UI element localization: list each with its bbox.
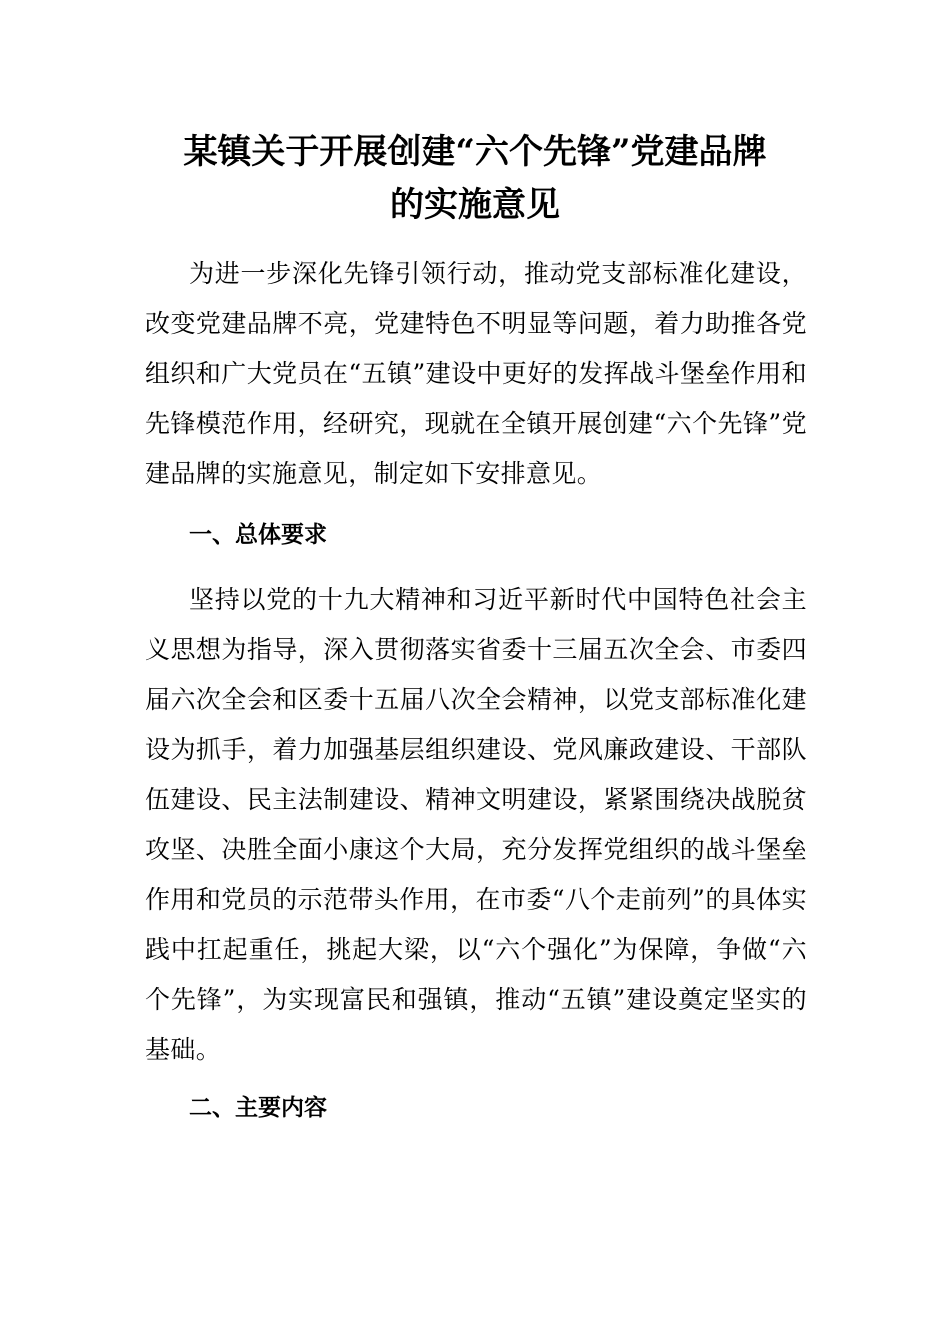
intro-paragraph: 为进一步深化先锋引领行动，推动党支部标准化建设，改变党建品牌不亮，党建特色不明显等问题，着力助推各党组织和广大党员在“五镇”建设中更好的发挥战斗堡垒作用和先锋模范作用，经研究，现就在全镇开展创建“六个先锋”党建品牌的实施意见，制定如下安排意见。 (145, 259, 807, 488)
document-title-line-1: 某镇关于开展创建“六个先锋”党建品牌 (183, 132, 767, 172)
document-title-line-2: 的实施意见 (390, 185, 560, 225)
section-heading-overall-requirements: 一、总体要求 (189, 522, 327, 548)
section-heading-main-content: 二、主要内容 (189, 1095, 327, 1121)
section-overall-requirements-paragraph: 坚持以党的十九大精神和习近平新时代中国特色社会主义思想为指导，深入贯彻落实省委十三届五次全会、市委四届六次全会和区委十五届八次全会精神，以党支部标准化建设为抓手，着力加强基层组织建设、党风廉政建设、干部队伍建设、民主法制建设、精神文明建设，紧紧围绕决战脱贫攻坚、决胜全面小康这个大局，充分发挥党组织的战斗堡垒作用和党员的示范带头作用，在市委“八个走前列”的具体实践中扛起重任，挑起大梁，以“六个强化”为保障，争做“六个先锋”，为实现富民和强镇，推动“五镇”建设奠定坚实的基础。 (145, 585, 807, 1064)
